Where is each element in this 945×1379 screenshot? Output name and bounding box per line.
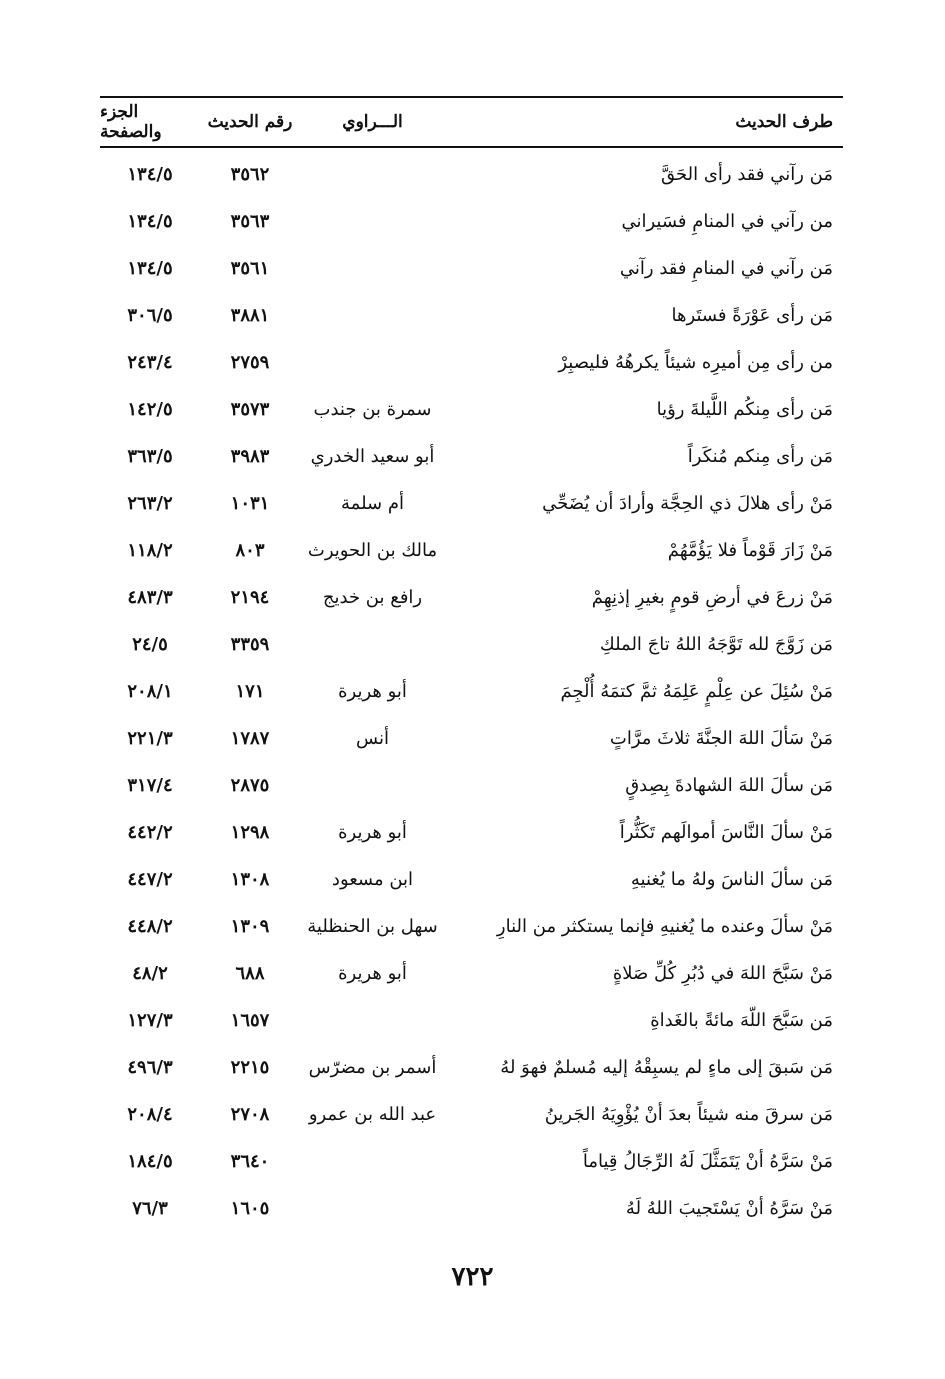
number-cell: ٢٨٧٥ (230, 775, 270, 796)
number-cell: ١٦٥٧ (230, 1010, 270, 1031)
hadith-cell: مَنْ رأى هلالَ ذي الحِجَّة وأرادَ أن يُضَحِّي (542, 493, 833, 514)
narrator-cell (300, 147, 445, 198)
table-row (100, 668, 843, 715)
number-cell: ٣٥٦١ (230, 258, 270, 279)
table-row (100, 433, 843, 480)
page-number: ٧٢٢ (451, 1262, 494, 1292)
number-cell: ٣٨٨١ (230, 305, 270, 326)
narrator-cell: أم سلمة (341, 493, 404, 514)
ref-cell: ٢٠٨/٤ (127, 1104, 173, 1125)
number-cell: ٨٠٣ (235, 540, 265, 561)
table-row (100, 1185, 843, 1232)
narrator-cell: سهل بن الحنظلية (307, 916, 438, 937)
table-row (100, 762, 843, 809)
narrator-cell: ابن مسعود (331, 869, 414, 890)
narrator-cell: رافع بن خديج (322, 587, 423, 608)
narrator-cell: أنس (356, 728, 389, 749)
number-cell: ٢٢١٥ (230, 1057, 270, 1078)
hadith-cell: مَنْ زرعَ في أرضِ قومٍ بغيرِ إذنِهِمْ (591, 587, 833, 608)
ref-cell: ٤٨٣/٣ (127, 587, 173, 608)
number-cell: ٣٥٦٣ (230, 211, 270, 232)
hadith-cell: مَنْ سَرَّهُ أنْ يَتَمَثَّلَ لَهُ الرِّجَالُ قِياماً (582, 1151, 833, 1172)
number-cell: ٦٨٨ (235, 963, 265, 984)
hadith-cell: مَن سَبَّحَ اللّهَ مائةً بالغَداةِ (650, 1010, 833, 1031)
narrator-cell: عبد الله بن عمرو (308, 1104, 437, 1125)
ref-cell: ٢٦٣/٢ (127, 493, 173, 514)
ref-cell: ٣٦٣/٥ (127, 446, 173, 467)
hadith-cell: مَن سَبقَ إلى ماءٍ لم يسبِقْهُ إليه مُسلمٌ فهوَ لهُ (500, 1057, 833, 1078)
ref-cell: ١٤٢/٥ (127, 399, 173, 420)
ref-cell: ٤٤٨/٢ (127, 916, 173, 937)
narrator-cell: أبو هريرة (338, 963, 407, 984)
narrator-cell (300, 1138, 445, 1185)
narrator-cell (300, 762, 445, 809)
hadith-cell: مَنْ سَرَّهُ أنْ يَسْتَجيبَ اللهُ لَهُ (625, 1198, 833, 1219)
narrator-cell: أسمر بن مضرّس (308, 1057, 437, 1078)
hadith-cell: مَنْ سألَ النَّاسَ أموالَهم تَكَثُّراً (619, 822, 833, 843)
table-row (100, 1138, 843, 1185)
ref-cell: ٢٤/٥ (132, 634, 168, 655)
hadith-cell: مَن سرقَ منه شيئاً بعدَ أنْ يُؤْوِيَهُ الجَرينُ (544, 1104, 833, 1125)
header-ref: الجزء والصفحة (100, 97, 200, 147)
ref-cell: ١٣٤/٥ (127, 211, 173, 232)
table-row (100, 903, 843, 950)
hadith-cell: من رآني في المنامِ فسَيراني (621, 211, 833, 232)
narrator-cell (300, 997, 445, 1044)
number-cell: ١٦٠٥ (230, 1198, 270, 1219)
hadith-cell: مَنْ سَألَ اللهَ الجنَّةَ ثلاثَ مرَّاتٍ (609, 728, 833, 749)
number-cell: ٣٥٦٢ (230, 164, 270, 185)
number-cell: ٣٩٨٣ (230, 446, 270, 467)
hadith-cell: مَن سألَ اللهَ الشهادةَ بِصِدقٍ (625, 775, 833, 796)
hadith-cell: مَن رآني فقد رأى الحَقَّ (661, 164, 833, 185)
narrator-cell (300, 198, 445, 245)
narrator-cell: سمرة بن جندب (313, 399, 432, 420)
number-cell: ١٧٨٧ (230, 728, 270, 749)
number-cell: ١٠٣١ (230, 493, 270, 514)
narrator-cell: أبو هريرة (338, 681, 407, 702)
number-cell: ٣٣٥٩ (230, 634, 270, 655)
narrator-cell (300, 292, 445, 339)
hadith-cell: مَنْ سُئِلَ عن عِلْمٍ عَلِمَهُ ثمَّ كتمَهُ أُلْجِمَ (560, 681, 833, 702)
table-row (100, 715, 843, 762)
hadith-cell: مَن رأى مِنكُم اللَّيلةَ رؤيا (656, 399, 833, 420)
hadith-cell: مَن رأى مِنكم مُنكَراً (687, 446, 833, 467)
ref-cell: ١٢٧/٣ (127, 1010, 173, 1031)
hadith-cell: مَنْ سألَ وعنده ما يُغنيهِ فإنما يستكثر من النارِ (496, 916, 833, 937)
table-row (100, 856, 843, 903)
table-row (100, 527, 843, 574)
number-cell: ٢٧٠٨ (230, 1104, 270, 1125)
table-row (100, 245, 843, 292)
table-row (100, 1091, 843, 1138)
table-row (100, 198, 843, 245)
ref-cell: ٣١٧/٤ (127, 775, 173, 796)
hadith-cell: مَنْ سَبَّحَ اللهَ في دُبُرِ كُلِّ صَلاةٍ (612, 963, 833, 984)
narrator-cell (300, 245, 445, 292)
table-row (100, 292, 843, 339)
narrator-cell: أبو هريرة (338, 822, 407, 843)
hadith-cell: مَنْ زَارَ قَوْماً فلا يَؤُمَّهُمْ (667, 540, 833, 561)
table-row (100, 339, 843, 386)
table-row (100, 809, 843, 856)
table-row (100, 1044, 843, 1091)
number-cell: ١٣٠٩ (230, 916, 270, 937)
table-row (100, 386, 843, 433)
hadith-index-table (100, 96, 843, 1232)
number-cell: ١٧١ (235, 681, 265, 702)
narrator-cell (300, 621, 445, 668)
number-cell: ٣٦٤٠ (230, 1151, 270, 1172)
table-row (100, 480, 843, 527)
narrator-cell (300, 339, 445, 386)
table-row (100, 147, 843, 198)
number-cell: ١٣٠٨ (230, 869, 270, 890)
ref-cell: ٢٤٣/٤ (127, 352, 173, 373)
hadith-cell: مَن زَوَّجَ لله تَوَّجَهُ اللهُ تاجَ الملكِ (599, 634, 833, 655)
header-narrator: الـــراوي (300, 97, 445, 147)
ref-cell: ٣٠٦/٥ (127, 305, 173, 326)
table-row (100, 950, 843, 997)
hadith-cell: مَن رأى عَوْرَةً فستَرها (671, 305, 833, 326)
ref-cell: ١٨٤/٥ (127, 1151, 173, 1172)
ref-cell: ٢٢١/٣ (127, 728, 173, 749)
number-cell: ١٢٩٨ (230, 822, 270, 843)
ref-cell: ٤٤٧/٢ (127, 869, 173, 890)
header-number: رقم الحديث (200, 97, 300, 147)
table-row (100, 997, 843, 1044)
ref-cell: ٤٩٦/٣ (127, 1057, 173, 1078)
hadith-cell: مَن رآني في المنامِ فقد رآني (619, 258, 833, 279)
number-cell: ٢٧٥٩ (230, 352, 270, 373)
header-hadith: طرف الحديث (445, 97, 843, 147)
ref-cell: ٤٤٢/٢ (127, 822, 173, 843)
hadith-cell: مَن سألَ الناسَ ولهُ ما يُغنيهِ (630, 869, 833, 890)
ref-cell: ٤٨/٢ (132, 963, 168, 984)
table-row (100, 574, 843, 621)
table-row (100, 621, 843, 668)
ref-cell: ٧٦/٣ (132, 1198, 168, 1219)
hadith-cell: من رأى مِن أميرِه شيئاً يكرهُهُ فليصبِرْ (558, 352, 833, 373)
narrator-cell: أبو سعيد الخدري (310, 446, 435, 467)
ref-cell: ١١٨/٢ (127, 540, 173, 561)
table-header-row (100, 97, 843, 147)
number-cell: ٣٥٧٣ (230, 399, 270, 420)
ref-cell: ١٣٤/٥ (127, 258, 173, 279)
narrator-cell (300, 1185, 445, 1232)
narrator-cell: مالك بن الحويرث (307, 540, 438, 561)
ref-cell: ١٣٤/٥ (127, 164, 173, 185)
number-cell: ٢١٩٤ (230, 587, 270, 608)
ref-cell: ٢٠٨/١ (127, 681, 173, 702)
